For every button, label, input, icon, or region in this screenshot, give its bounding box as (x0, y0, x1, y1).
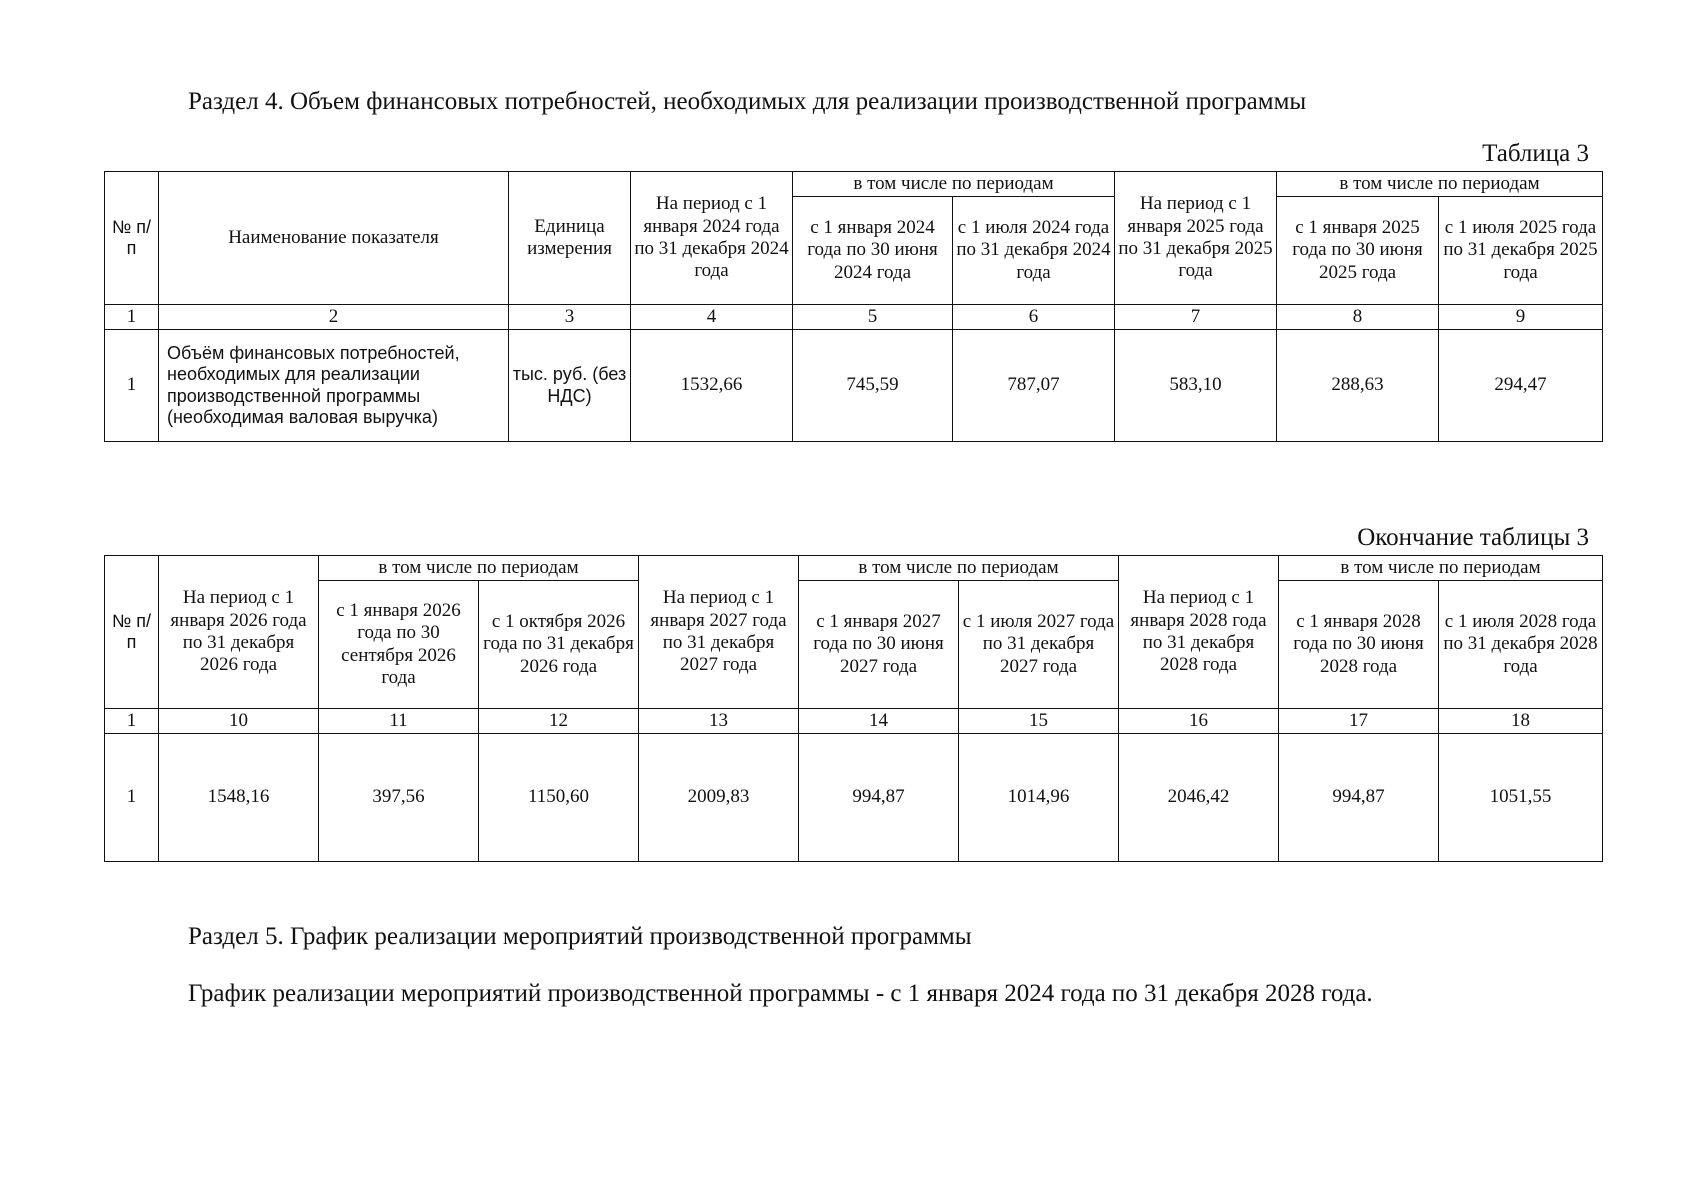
row-indicator-name: Объём финансовых потребностей, необходимых для реализации производственной программы (необходимая валовая выручка) (159, 330, 509, 442)
header-h2-2024: с 1 июля 2024 года по 31 декабря 2024 года (953, 197, 1115, 305)
column-number: 14 (799, 709, 959, 734)
header-a-2026: с 1 января 2026 года по 30 сентября 2026 года (319, 581, 479, 709)
table-3-caption: Таблица 3 (1482, 140, 1589, 167)
value-cell: 1051,55 (1439, 734, 1603, 862)
table-row (105, 330, 1603, 442)
header-h1-2028: с 1 января 2028 года по 30 июня 2028 года (1279, 581, 1439, 709)
value-cell: 1532,66 (631, 330, 793, 442)
row-num: 1 (105, 330, 159, 442)
column-number: 15 (959, 709, 1119, 734)
header-period-2027: На период с 1 января 2027 года по 31 декабря 2027 года (639, 556, 799, 709)
header-period-2028: На период с 1 января 2028 года по 31 декабря 2028 года (1119, 556, 1279, 709)
header-period-2024: На период с 1 января 2024 года по 31 декабря 2024 года (631, 172, 793, 305)
column-number: 2 (159, 305, 509, 330)
column-number: 11 (319, 709, 479, 734)
column-number: 7 (1115, 305, 1277, 330)
value-cell: 1548,16 (159, 734, 319, 862)
header-num: № п/п (105, 556, 159, 709)
column-number: 12 (479, 709, 639, 734)
header-h2-2027: с 1 июля 2027 года по 31 декабря 2027 года (959, 581, 1119, 709)
header-period-2025: На период с 1 января 2025 года по 31 декабря 2025 года (1115, 172, 1277, 305)
value-cell: 583,10 (1115, 330, 1277, 442)
value-cell: 994,87 (1279, 734, 1439, 862)
column-number: 9 (1439, 305, 1603, 330)
value-cell: 2046,42 (1119, 734, 1279, 862)
column-number: 8 (1277, 305, 1439, 330)
header-including-2026: в том числе по периодам (319, 556, 639, 581)
column-number: 13 (639, 709, 799, 734)
value-cell: 397,56 (319, 734, 479, 862)
section-5-title: Раздел 5. График реализации мероприятий производственной программы (188, 923, 972, 950)
header-h2-2025: с 1 июля 2025 года по 31 декабря 2025 года (1439, 197, 1603, 305)
value-cell: 745,59 (793, 330, 953, 442)
column-number: 4 (631, 305, 793, 330)
column-number: 6 (953, 305, 1115, 330)
section-5-text: График реализации мероприятий производственной программы - с 1 января 2024 года по 31 декабря 2028 года. (188, 980, 1373, 1007)
column-number: 5 (793, 305, 953, 330)
column-number: 1 (105, 709, 159, 734)
value-cell: 787,07 (953, 330, 1115, 442)
table-3-end-caption: Окончание таблицы 3 (1357, 524, 1589, 551)
header-h2-2028: с 1 июля 2028 года по 31 декабря 2028 года (1439, 581, 1603, 709)
section-4-title: Раздел 4. Объем финансовых потребностей, необходимых для реализации производственной программы (188, 88, 1307, 115)
row-unit: тыс. руб. (без НДС) (509, 330, 631, 442)
value-cell: 2009,83 (639, 734, 799, 862)
header-name: Наименование показателя (159, 172, 509, 305)
header-including-2027: в том числе по периодам (799, 556, 1119, 581)
column-number: 10 (159, 709, 319, 734)
value-cell: 994,87 (799, 734, 959, 862)
table-row (105, 734, 1603, 862)
header-num: № п/п (105, 172, 159, 305)
column-number: 1 (105, 305, 159, 330)
value-cell: 1150,60 (479, 734, 639, 862)
header-including-2025: в том числе по периодам (1277, 172, 1603, 197)
table-3-end (104, 555, 1603, 862)
header-unit: Единица измерения (509, 172, 631, 305)
value-cell: 1014,96 (959, 734, 1119, 862)
row-num: 1 (105, 734, 159, 862)
table-3 (104, 171, 1603, 442)
column-number: 16 (1119, 709, 1279, 734)
value-cell: 288,63 (1277, 330, 1439, 442)
value-cell: 294,47 (1439, 330, 1603, 442)
header-h1-2024: с 1 января 2024 года по 30 июня 2024 года (793, 197, 953, 305)
column-number: 3 (509, 305, 631, 330)
column-number: 18 (1439, 709, 1603, 734)
column-number: 17 (1279, 709, 1439, 734)
header-b-2026: с 1 октября 2026 года по 31 декабря 2026 года (479, 581, 639, 709)
header-period-2026: На период с 1 января 2026 года по 31 декабря 2026 года (159, 556, 319, 709)
header-including-2024: в том числе по периодам (793, 172, 1115, 197)
header-h1-2027: с 1 января 2027 года по 30 июня 2027 года (799, 581, 959, 709)
header-including-2028: в том числе по периодам (1279, 556, 1603, 581)
header-h1-2025: с 1 января 2025 года по 30 июня 2025 года (1277, 197, 1439, 305)
